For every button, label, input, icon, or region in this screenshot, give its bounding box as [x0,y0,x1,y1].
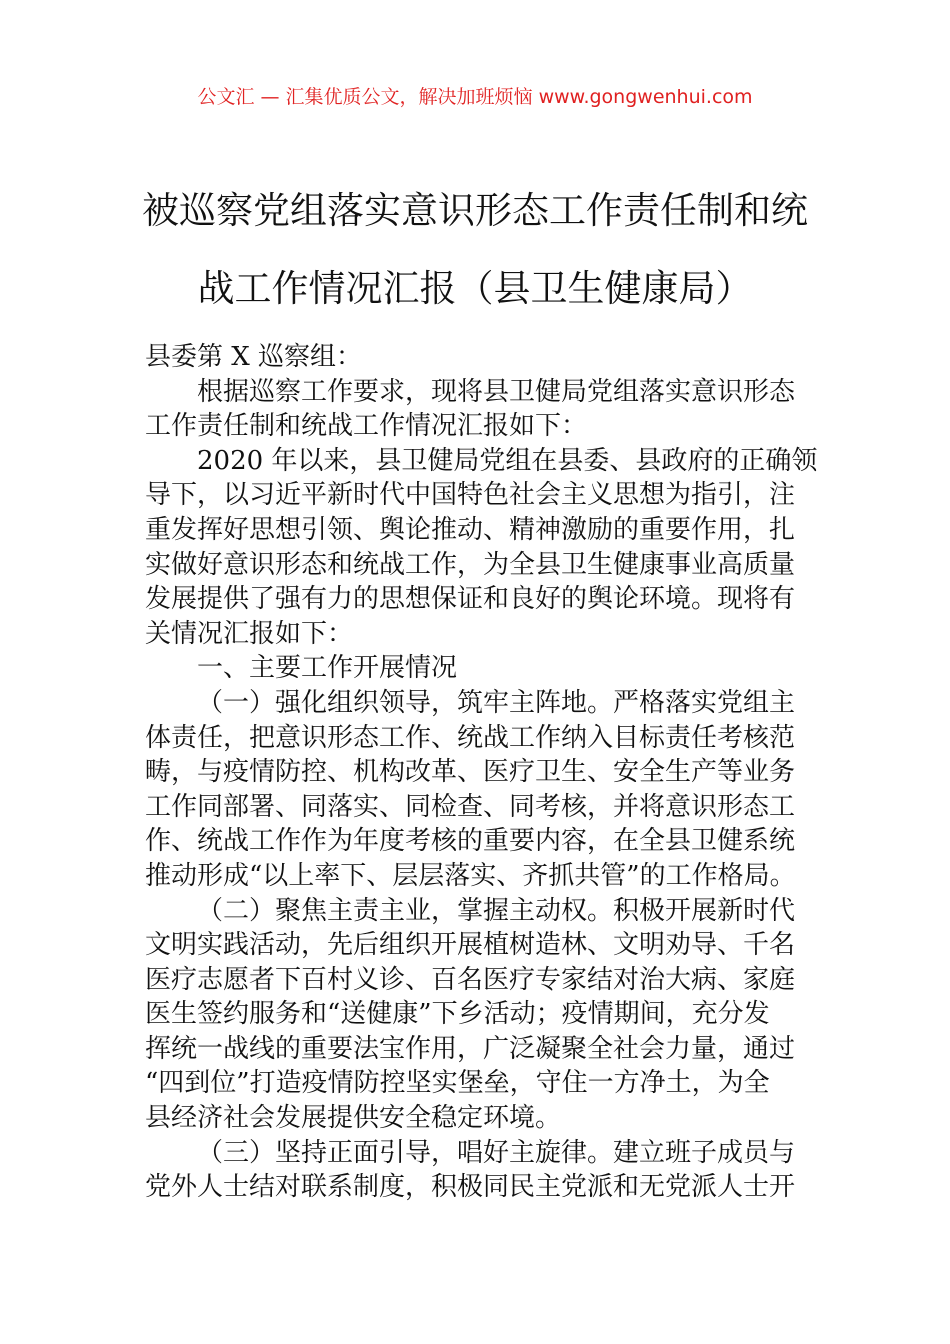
body-line: 挥统一战线的重要法宝作用，广泛凝聚全社会力量，通过 [145,1033,796,1064]
body-line: 工作同部署、同落实、同检查、同考核，并将意识形态工 [145,791,796,822]
body-line: 畴，与疫情防控、机构改革、医疗卫生、安全生产等业务 [145,757,796,788]
header-banner: 公文汇 — 汇集优质公文，解决加班烦恼 www.gongwenhui.com [197,86,753,108]
body-line: 导下，以习近平新时代中国特色社会主义思想为指引，注 [145,480,796,511]
body-line: 党外人士结对联系制度，积极同民主党派和无党派人士开 [145,1172,796,1203]
body-line: 工作责任制和统战工作情况汇报如下： [145,411,588,442]
body-line: 2020 年以来，县卫健局党组在县委、县政府的正确领 [197,445,818,476]
body-line: 推动形成“以上率下、层层落实、齐抓共管”的工作格局。 [145,860,796,891]
document-body [145,340,818,1205]
section-heading: 一、主要工作开展情况 [197,653,458,684]
body-line: 文明实践活动，先后组织开展植树造林、文明劝导、千名 [145,930,796,961]
body-line: 关情况汇报如下： [145,618,354,649]
title-line-1: 被巡察党组落实意识形态工作责任制和统 [142,189,808,232]
body-line: 发展提供了强有力的思想保证和良好的舆论环境。现将有 [145,584,796,615]
body-line: （二）聚焦主责主业，掌握主动权。积极开展新时代 [197,895,796,926]
document-title [120,172,830,328]
body-line: （三）坚持正面引导，唱好主旋律。建立班子成员与 [197,1137,796,1168]
body-line: 实做好意识形态和统战工作，为全县卫生健康事业高质量 [145,549,796,580]
body-line: 根据巡察工作要求，现将县卫健局党组落实意识形态 [197,376,796,407]
body-line: 医生签约服务和“送健康”下乡活动；疫情期间，充分发 [145,999,770,1030]
body-line: 作、统战工作作为年度考核的重要内容，在全县卫健系统 [145,826,796,857]
body-line: （一）强化组织领导，筑牢主阵地。严格落实党组主 [197,687,796,718]
body-line: 医疗志愿者下百村义诊、百名医疗专家结对治大病、家庭 [145,964,796,995]
body-line: “四到位”打造疫情防控坚实堡垒，守住一方净土，为全 [145,1068,770,1099]
body-line: 体责任，把意识形态工作、统战工作纳入目标责任考核范 [145,722,796,753]
body-line: 县经济社会发展提供安全稳定环境。 [145,1103,562,1134]
body-line: 重发挥好思想引领、舆论推动、精神激励的重要作用，扎 [145,514,796,545]
salutation: 县委第 X 巡察组： [145,342,363,372]
title-line-2: 战工作情况汇报（县卫生健康局） [197,267,753,310]
